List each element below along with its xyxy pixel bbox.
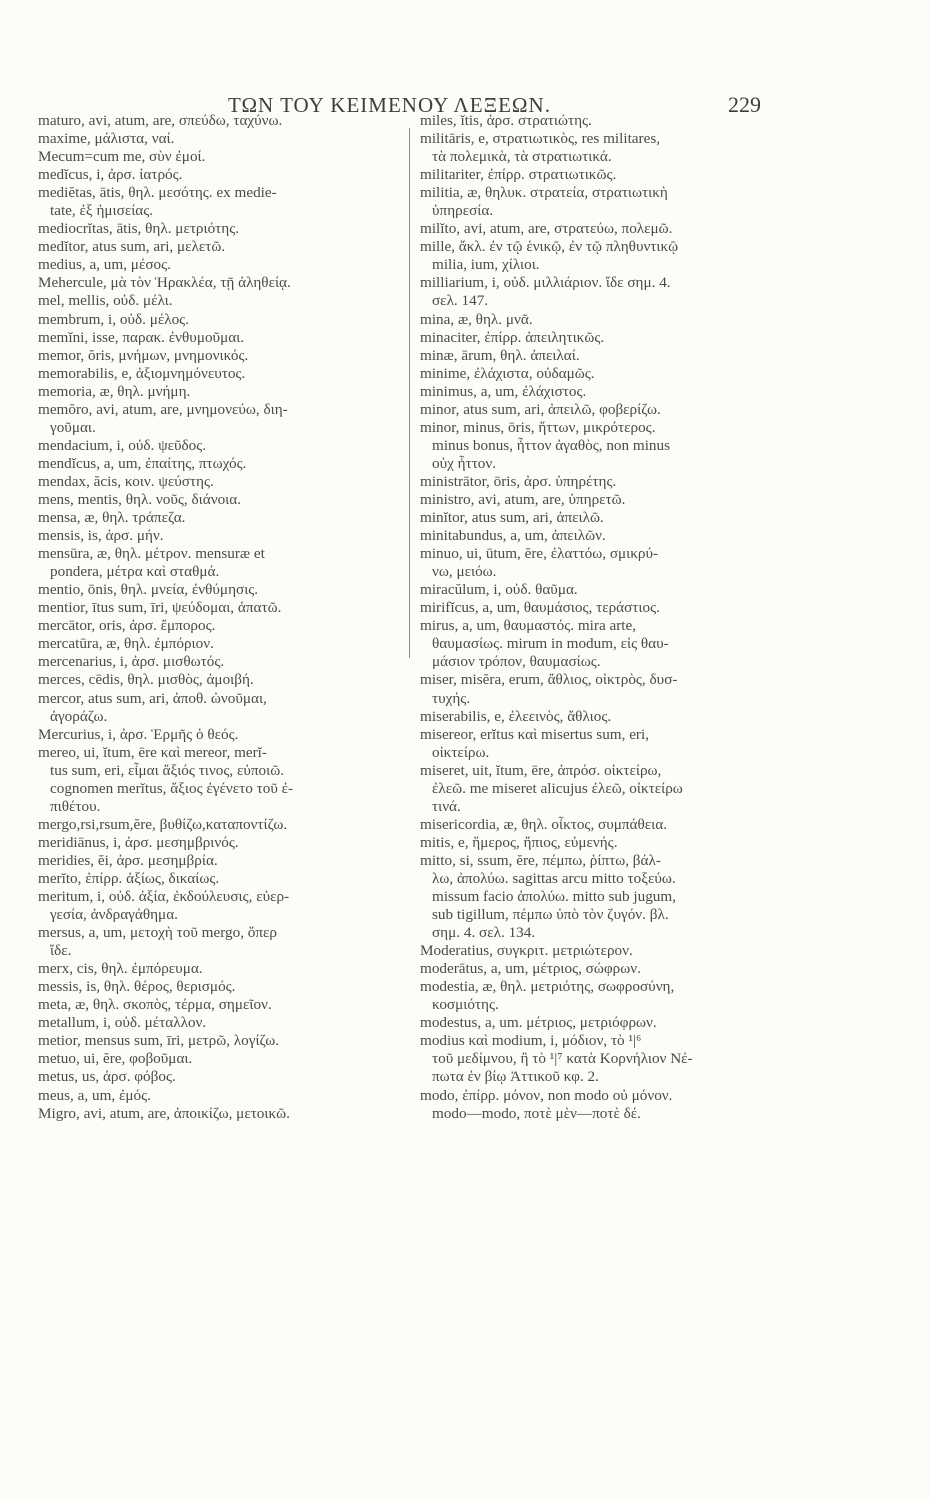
dictionary-entry-line: mendax, ăcis, κοιν. ψεύστης. xyxy=(38,472,214,490)
dictionary-entry-line: σημ. 4. σελ. 134. xyxy=(432,924,536,942)
dictionary-entry-line: tate, ἐξ ἡμισείας. xyxy=(50,202,154,220)
dictionary-entry-line: modo, ἐπίρρ. μόνον, non modo οὐ μόνον. xyxy=(420,1086,673,1104)
dictionary-entry-line: mensa, æ, θηλ. τράπεζα. xyxy=(38,509,186,527)
dictionary-entry-line: minimus, a, um, ἐλάχιστος. xyxy=(420,382,587,400)
dictionary-entry-line: mercenarius, i, ἀρσ. μισθωτός. xyxy=(38,653,225,671)
dictionary-entry-line: λω, ἀπολύω. sagittas arcu mitto τοξεύω. xyxy=(432,869,676,887)
dictionary-entry-line: miser, misĕra, erum, ἄθλιος, οἰκτρὸς, δυσ- xyxy=(420,671,678,689)
dictionary-entry-line: τυχής. xyxy=(432,689,471,707)
running-head: ΤΩΝ ΤΟΥ ΚΕΙΜΕΝΟΥ ΛΕΞΕΩΝ. xyxy=(228,93,551,117)
dictionary-entry-line: κοσμιότης. xyxy=(432,996,499,1014)
dictionary-entry-line: mereo, ui, ĭtum, ēre καὶ mereor, merĭ- xyxy=(38,743,267,761)
dictionary-entry-line: mendĭcus, a, um, ἐπαίτης, πτωχός. xyxy=(38,454,247,472)
dictionary-entry-line: militia, æ, θηλυκ. στρατεία, στρατιωτικὴ xyxy=(420,184,668,202)
dictionary-entry-line: tus sum, eri, εἶμαι ἄξιός τινος, εὐποιῶ. xyxy=(50,761,285,779)
dictionary-entry-line: modius καὶ modium, i, μόδιον, τὸ ¹|⁶ xyxy=(420,1032,642,1050)
dictionary-entry-line: metallum, i, οὐδ. μέταλλον. xyxy=(38,1014,207,1032)
dictionary-entry-line: γεσία, ἀνδραγάθημα. xyxy=(50,906,178,924)
dictionary-entry-line: γοῦμαι. xyxy=(50,418,96,436)
dictionary-entry-line: metior, mensus sum, īri, μετρῶ, λογίζω. xyxy=(38,1032,280,1050)
dictionary-entry-line: meridiānus, i, ἀρσ. μεσημβρινός. xyxy=(38,833,239,851)
dictionary-entry-line: cognomen merĭtus, ἄξιος ἐγένετο τοῦ ἐ- xyxy=(50,779,294,797)
dictionary-entry-line: meta, æ, θηλ. σκοπὸς, τέρμα, σημεῖον. xyxy=(38,996,272,1014)
dictionary-entry-line: memŏro, avi, atum, are, μνημονεύω, διη- xyxy=(38,400,288,418)
dictionary-entry-line: militāris, e, στρατιωτικὸς, res militares, xyxy=(420,130,661,148)
dictionary-entry-line: mirifĭcus, a, um, θαυμάσιος, τεράστιος. xyxy=(420,599,660,617)
dictionary-entry-line: maturo, avi, atum, are, σπεύδω, ταχύνω. xyxy=(38,112,283,129)
dictionary-entry-line: minus bonus, ἧττον ἀγαθὸς, non minus xyxy=(432,436,671,454)
dictionary-entry-line: meridies, ĕi, ἀρσ. μεσημβρία. xyxy=(38,851,218,869)
dictionary-entry-line: mille, ἄκλ. ἐν τῷ ἑνικῷ, ἐν τῷ πληθυντικῷ xyxy=(420,238,679,256)
dictionary-entry-line: mediocrĭtas, ātis, θηλ. μετριότης. xyxy=(38,220,240,238)
dictionary-entry-line: τινά. xyxy=(432,797,461,815)
dictionary-entry-line: οἰκτείρω. xyxy=(432,743,490,761)
dictionary-entry-line: metuo, ui, ĕre, φοβοῦμαι. xyxy=(38,1050,193,1068)
dictionary-entry-line: pondera, μέτρα καὶ σταθμά. xyxy=(50,563,220,581)
dictionary-entry-line: minuo, ui, ūtum, ĕre, ἐλαττόω, σμικρύ- xyxy=(420,545,659,563)
dictionary-entry-line: θαυμασίως. mirum in modum, εἰς θαυ- xyxy=(432,635,669,653)
dictionary-entry-line: miracŭlum, i, οὐδ. θαῦμα. xyxy=(420,581,578,599)
dictionary-entry-line: mensis, is, ἀρσ. μήν. xyxy=(38,527,164,545)
dictionary-entry-line: medĭtor, atus sum, ari, μελετῶ. xyxy=(38,238,226,256)
dictionary-entry-line: memorabilis, e, ἀξιομνημόνευτος. xyxy=(38,364,246,382)
dictionary-entry-line: mendacium, i, οὐδ. ψεῦδος. xyxy=(38,436,207,454)
dictionary-entry-line: Mehercule, μὰ τὸν Ἡρακλέα, τῇ ἀληθείᾳ. xyxy=(38,274,291,292)
dictionary-entry-line: mercatūra, æ, θηλ. ἐμπόριον. xyxy=(38,635,214,653)
dictionary-entry-line: mel, mellis, οὐδ. μέλι. xyxy=(38,292,173,310)
page-number: 229 xyxy=(728,92,761,117)
right-column xyxy=(420,112,792,1123)
dictionary-entry-line: νω, μειόω. xyxy=(432,563,497,581)
dictionary-entry-line: meus, a, um, ἐμός. xyxy=(38,1086,151,1104)
dictionary-entry-line: μάσιον τρόπον, θαυμασίως. xyxy=(432,653,601,671)
dictionary-entry-line: merces, cēdis, θηλ. μισθὸς, ἀμοιβή. xyxy=(38,671,254,689)
dictionary-entry-line: Mecum=cum me, σὺν ἐμοί. xyxy=(38,148,206,166)
dictionary-entry-line: miseret, uit, ĭtum, ēre, ἀπρόσ. οἰκτείρω, xyxy=(420,761,662,779)
dictionary-entry-line: memĭni, isse, παρακ. ἐνθυμοῦμαι. xyxy=(38,328,245,346)
dictionary-entry-line: minaciter, ἐπίρρ. ἀπειλητικῶς. xyxy=(420,328,605,346)
dictionary-entry-line: milia, ium, χίλιοι. xyxy=(432,256,540,274)
dictionary-entry-line: medius, a, um, μέσος. xyxy=(38,256,171,274)
dictionary-entry-line: memor, ŏris, μνήμων, μνημονικός. xyxy=(38,346,249,364)
dictionary-entry-line: ἴδε. xyxy=(50,942,72,960)
dictionary-entry-line: sub tigillum, πέμπω ὑπὸ τὸν ζυγόν. βλ. xyxy=(432,906,669,924)
dictionary-entry-line: minime, ἐλάχιστα, οὐδαμῶς. xyxy=(420,364,595,382)
dictionary-entry-line: Migro, avi, atum, are, ἀποικίζω, μετοικῶ. xyxy=(38,1104,290,1122)
dictionary-entry-line: meritum, i, οὐδ. ἀξία, ἐκδούλευσις, εὐερ- xyxy=(38,888,290,906)
dictionary-entry-line: minitabundus, a, um, ἀπειλῶν. xyxy=(420,527,606,545)
dictionary-entry-line: modo—modo, ποτὲ μὲν—ποτὲ δέ. xyxy=(432,1104,641,1122)
dictionary-entry-line: merx, cis, θηλ. ἐμπόρευμα. xyxy=(38,960,203,978)
dictionary-entry-line: mersus, a, um, μετοχὴ τοῦ mergo, ὅπερ xyxy=(38,924,278,942)
dictionary-entry-line: πωτα ἐν βίῳ Ἀττικοῦ κφ. 2. xyxy=(432,1068,599,1086)
dictionary-entry-line: mentio, ōnis, θηλ. μνεία, ἐνθύμησις. xyxy=(38,581,259,599)
dictionary-entry-line: mens, mentis, θηλ. νοῦς, διάνοια. xyxy=(38,490,242,508)
dictionary-entry-line: mercor, atus sum, ari, ἀποθ. ὠνοῦμαι, xyxy=(38,689,267,707)
dictionary-entry-line: ὑπηρεσία. xyxy=(432,202,494,220)
dictionary-entry-line: misereor, erĭtus καὶ misertus sum, eri, xyxy=(420,725,650,743)
dictionary-entry-line: τὰ πολεμικὰ, τὰ στρατιωτικά. xyxy=(432,148,612,166)
dictionary-entry-line: milĭto, avi, atum, are, στρατεύω, πολεμῶ. xyxy=(420,220,673,238)
dictionary-entry-line: maxime, μάλιστα, ναί. xyxy=(38,130,175,148)
dictionary-entry-line: medĭcus, i, ἀρσ. ἰατρός. xyxy=(38,166,183,184)
dictionary-entry-line: misericordia, æ, θηλ. οἶκτος, συμπάθεια. xyxy=(420,815,668,833)
dictionary-entry-line: mirus, a, um, θαυμαστός. mira arte, xyxy=(420,617,637,635)
dictionary-entry-line: minæ, ārum, θηλ. ἀπειλαί. xyxy=(420,346,580,364)
dictionary-entry-line: σελ. 147. xyxy=(432,292,489,310)
dictionary-entry-line: τοῦ μεδίμνου, ἢ τὸ ¹|⁷ κατὰ Κορνήλιον Νέ- xyxy=(432,1050,693,1068)
dictionary-entry-line: membrum, i, οὐδ. μέλος. xyxy=(38,310,189,328)
dictionary-entry-line: metus, us, ἀρσ. φόβος. xyxy=(38,1068,176,1086)
dictionary-entry-line: moderātus, a, um, μέτριος, σώφρων. xyxy=(420,960,641,978)
dictionary-entry-line: memoria, æ, θηλ. μνήμη. xyxy=(38,382,191,400)
dictionary-entry-line: merĭto, ἐπίρρ. ἀξίως, δικαίως. xyxy=(38,869,220,887)
dictionary-entry-line: πιθέτου. xyxy=(50,797,101,815)
dictionary-entry-line: minĭtor, atus sum, ari, ἀπειλῶ. xyxy=(420,509,604,527)
dictionary-entry-line: mentior, ītus sum, īri, ψεύδομαι, ἀπατῶ. xyxy=(38,599,282,617)
dictionary-entry-line: messis, is, θηλ. θέρος, θερισμός. xyxy=(38,978,236,996)
dictionary-entry-line: mercātor, oris, ἀρσ. ἔμπορος. xyxy=(38,617,216,635)
dictionary-entry-line: ἐλεῶ. me miseret alicujus ἐλεῶ, οἰκτείρω xyxy=(432,779,683,797)
dictionary-entry-line: ministro, avi, atum, are, ὑπηρετῶ. xyxy=(420,490,626,508)
dictionary-entry-line: mina, æ, θηλ. μνᾶ. xyxy=(420,310,533,328)
dictionary-entry-line: minor, minus, ōris, ἥττων, μικρότερος. xyxy=(420,418,656,436)
dictionary-entry-line: ἀγοράζω. xyxy=(50,707,108,725)
dictionary-entry-line: mitis, e, ἥμερος, ἤπιος, εὐμενής. xyxy=(420,833,618,851)
dictionary-entry-line: ministrātor, ōris, ἀρσ. ὑπηρέτης. xyxy=(420,472,617,490)
dictionary-entry-line: οὐχ ἧττον. xyxy=(432,454,497,472)
dictionary-entry-line: minor, atus sum, ari, ἀπειλῶ, φοβερίζω. xyxy=(420,400,661,418)
dictionary-entry-line: modestus, a, um. μέτριος, μετριόφρων. xyxy=(420,1014,657,1032)
dictionary-entry-line: modestia, æ, θηλ. μετριότης, σωφροσύνη, xyxy=(420,978,675,996)
dictionary-entry-line: miles, ĭtis, ἀρσ. στρατιώτης. xyxy=(420,112,592,129)
dictionary-entry-line: mitto, si, ssum, ĕre, πέμπω, ῥίπτω, βάλ- xyxy=(420,851,661,869)
dictionary-entry-line: miserabilis, e, ἐλεεινὸς, ἄθλιος. xyxy=(420,707,612,725)
left-column xyxy=(38,112,410,1123)
dictionary-entry-line: Mercurius, i, ἀρσ. Ἑρμῆς ὁ θεός. xyxy=(38,725,239,743)
dictionary-entry-line: Moderatius, συγκριτ. μετριώτερον. xyxy=(420,942,633,960)
dictionary-entry-line: mensūra, æ, θηλ. μέτρον. mensuræ et xyxy=(38,545,265,563)
dictionary-entry-line: militariter, ἐπίρρ. στρατιωτικῶς. xyxy=(420,166,617,184)
dictionary-entry-line: milliarium, i, οὐδ. μιλλιάριον. ἴδε σημ. 4. xyxy=(420,274,671,292)
dictionary-entry-line: mergo,rsi,rsum,ĕre, βυθίζω,καταποντίζω. xyxy=(38,815,288,833)
dictionary-entry-line: mediĕtas, ātis, θηλ. μεσότης. ex medie- xyxy=(38,184,277,202)
dictionary-entry-line: missum facio ἀπολύω. mitto sub jugum, xyxy=(432,888,676,906)
